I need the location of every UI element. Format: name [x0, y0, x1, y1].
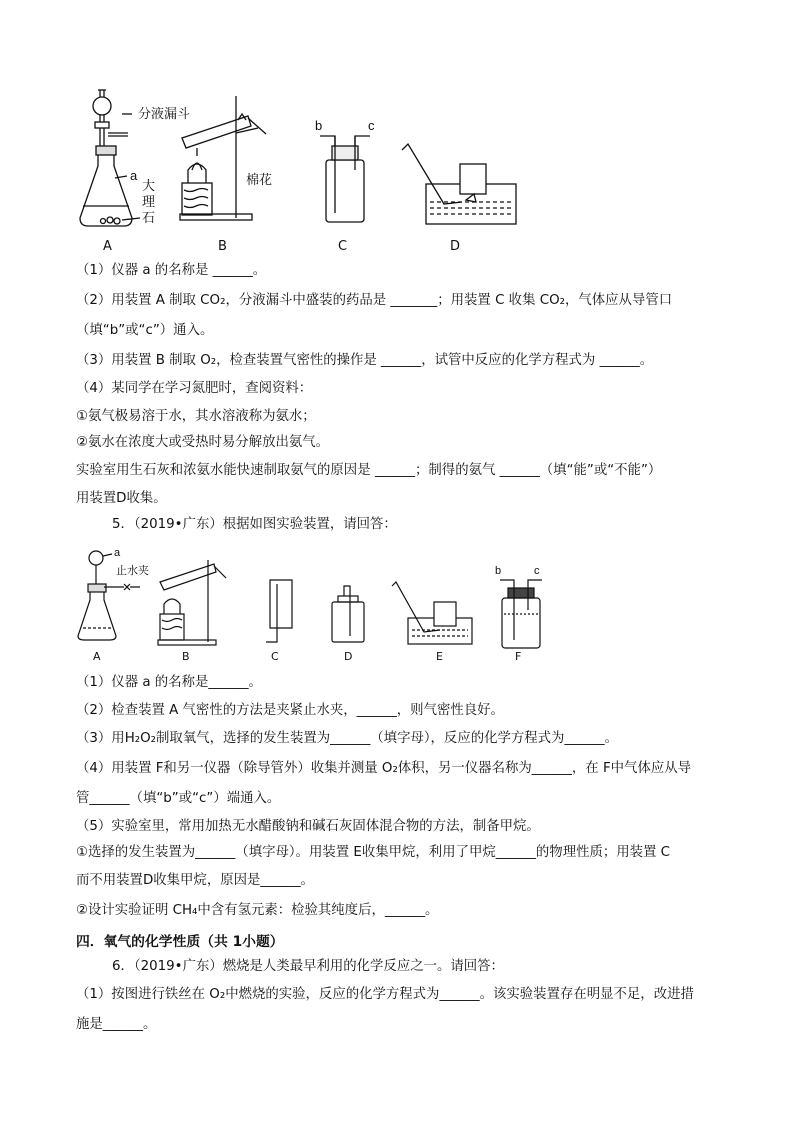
q5-part4b: 管______（填“b”或“c”）端通入。 [76, 791, 281, 806]
a-label: a [130, 168, 138, 183]
marble-label-1: 大 [142, 178, 156, 193]
label-a: A [103, 239, 112, 254]
funnel-label: 分液漏斗 [138, 106, 191, 121]
q4-part4-end: 用装置D收集。 [76, 491, 167, 506]
cotton-label: 棉花 [246, 172, 273, 187]
q5-part4a: （4）用装置 F和另一仪器（除导管外）收集并测量 O₂体积，另一仪器名称为______，在 F中气体应从导 [76, 761, 692, 776]
clamp-label: 止水夹 [116, 565, 149, 577]
q5-part3: （3）用H₂O₂制取氧气，选择的发生装置为______（填字母），反应的化学方程式为______。 [76, 731, 619, 746]
q5-part2: （2）检查装置 A 气密性的方法是夹紧止水夹，______，则气密性良好。 [76, 703, 504, 718]
q5-label-d: D [344, 650, 353, 663]
q4-part2a: （2）用装置 A 制取 CO₂，分液漏斗中盛装的药品是 _______；用装置 C 收集 CO₂，气体应从导管口 [76, 293, 673, 308]
q5-part5-2: ②设计实验证明 CH₄中含有氢元素：检验其纯度后，______。 [76, 903, 439, 918]
q5-title: 5．（2019•广东）根据如图实验装置，请回答： [112, 517, 397, 532]
q4-part4: （4）某同学在学习氮肥时，查阅资料： [76, 381, 313, 396]
apparatus-d-water-trough [402, 144, 516, 224]
q6-part1a: （1）按图进行铁丝在 O₂中燃烧的实验，反应的化学方程式为______。该实验装置存在明显不足，改进措 [76, 987, 694, 1002]
section-heading: 四．氧气的化学性质（共 1小题） [76, 934, 284, 950]
q5-part1: （1）仪器 a 的名称是______。 [76, 675, 262, 690]
q4-info1: ①氨气极易溶于水，其水溶液称为氨水； [76, 409, 316, 424]
q5-label-e: E [436, 650, 443, 663]
q4-part1: （1）仪器 a 的名称是 ______。 [76, 263, 267, 278]
c-label: c [368, 118, 375, 133]
figure-apparatus-2 [74, 540, 554, 665]
q5-label-f: F [515, 650, 522, 663]
q5-apparatus-c [266, 580, 292, 642]
q5-b-label: b [495, 565, 502, 577]
marble-label-2: 理 [142, 194, 156, 209]
figure-apparatus-1 [70, 78, 530, 258]
q5-label-c: C [271, 650, 279, 663]
q6-part1b: 施是______。 [76, 1017, 157, 1032]
q5-apparatus-f [500, 580, 542, 648]
q5-c-label: c [534, 565, 540, 577]
q5-apparatus-b [158, 560, 226, 645]
label-d: D [450, 239, 461, 254]
q5-part5: （5）实验室里，常用加热无水醋酸钠和碱石灰固体混合物的方法，制备甲烷。 [76, 819, 540, 834]
q5-label-b: B [182, 650, 190, 663]
marble-label-3: 石 [142, 210, 156, 225]
q5-a-label: a [114, 547, 121, 559]
label-c: C [338, 239, 348, 254]
q4-info2: ②氨水在浓度大或受热时易分解放出氨气。 [76, 435, 330, 450]
label-b: B [218, 239, 227, 254]
q5-label-a: A [93, 650, 101, 663]
apparatus-c-gas-bottle [320, 136, 370, 222]
q5-apparatus-d [332, 586, 364, 642]
q5-part5-1b: 而不用装置D收集甲烷，原因是______。 [76, 873, 314, 888]
q6-title: 6．（2019•广东）燃烧是人类最早利用的化学反应之一。请回答： [112, 959, 504, 974]
q5-part5-1a: ①选择的发生装置为______（填字母）。用装置 E收集甲烷，利用了甲烷______的物理性质；用装置 C [76, 845, 671, 860]
q4-part3: （3）用装置 B 制取 O₂，检查装置气密性的操作是 ______，试管中反应的化学方程式为 ______。 [76, 353, 654, 368]
q4-part2b: （填“b”或“c”）通入。 [76, 323, 214, 338]
q5-apparatus-e [392, 582, 472, 644]
q4-part4-question: 实验室用生石灰和浓氨水能快速制取氨气的原因是 ______；制得的氨气 ______（填“能”或“不能”） [76, 463, 662, 478]
apparatus-a-flask-with-funnel [80, 90, 132, 226]
apparatus-b-heating-tube [180, 96, 266, 220]
b-label: b [315, 118, 323, 133]
